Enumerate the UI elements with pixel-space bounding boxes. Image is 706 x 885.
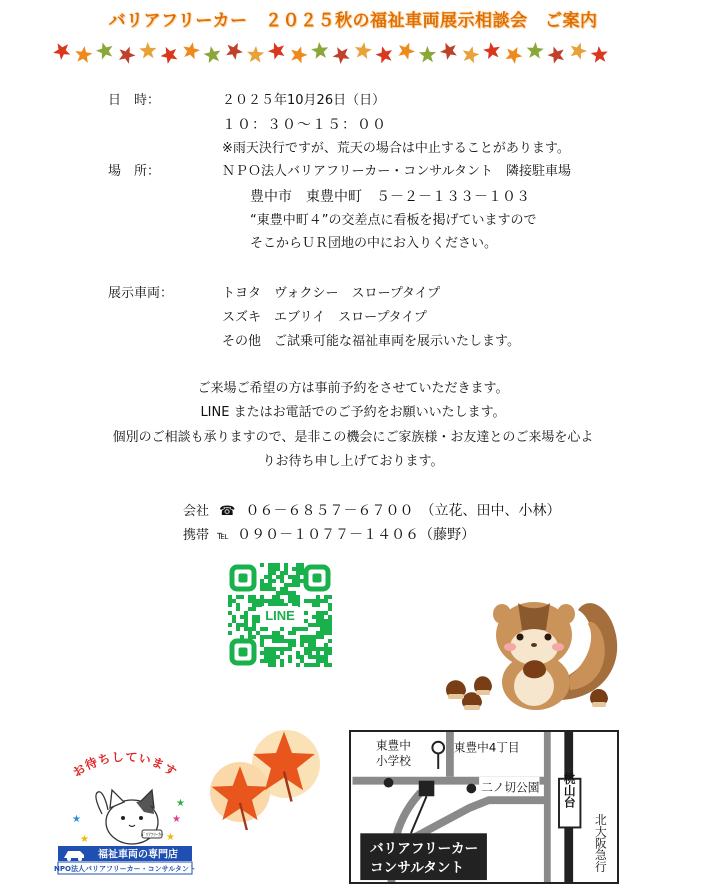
- maple-leaf-icon: [158, 43, 180, 65]
- vehicle-item: トヨタ ヴォクシー スロープタイプ: [222, 286, 441, 301]
- mobile-contact: [183, 524, 475, 547]
- maple-leaf-icon: [74, 45, 93, 63]
- maple-leaf-icon: [437, 40, 459, 61]
- maple-leaves-illustration: [206, 726, 326, 830]
- svg-text:★: ★: [166, 832, 175, 843]
- place-label: 場 所：: [108, 164, 161, 179]
- park-label: 二ノ切公園: [481, 780, 540, 795]
- message-line: 個別のご相談も承りますので、是非この機会にご家族様・お友達とのご来場を心よ: [112, 430, 594, 445]
- org-label: NPO法人バリアフリーカー・コンサルタント: [54, 865, 196, 873]
- maple-leaf-icon: [52, 40, 73, 62]
- badge-arc-text: お待ちしています: [70, 749, 180, 780]
- page-title: バリアフリーカー ２０２５秋の福祉車両展示相談会 ご案内: [108, 11, 598, 31]
- tel-icon: ℡: [217, 529, 229, 542]
- school-label-2: 小学校: [375, 754, 411, 769]
- car-tag: ﾊﾞﾘｱﾌﾘｰｶｰ: [140, 832, 164, 839]
- place-note-2: そこからＵＲ団地の中にお入りください。: [250, 236, 498, 251]
- maple-leaf-icon: [181, 40, 201, 60]
- place-note-1: “東豊中町４”の交差点に看板を掲げていますので: [250, 213, 537, 228]
- maple-leaf-icon: [266, 40, 288, 61]
- place-address: 豊中市 東豊中町 ５－２－１３３－１０３: [250, 189, 530, 205]
- maple-leaf-icon: [139, 42, 157, 59]
- maple-leaf-icon: [526, 41, 544, 58]
- chipmunk-illustration: [438, 590, 628, 712]
- maple-leaf-icon: [419, 46, 436, 63]
- message-line: LINE またはお電話でのご予約をお願いいたします。: [200, 405, 506, 420]
- svg-text:★: ★: [172, 814, 181, 825]
- date-value: ２０２５年10月26日（日）: [222, 93, 386, 108]
- railway-label: 北大阪急行: [593, 813, 608, 873]
- maple-leaf-icon: [202, 45, 222, 64]
- place-name: ＮＰＯ法人バリアフリーカー・コンサルタント 隣接駐車場: [222, 164, 572, 179]
- vehicles-label: 展示車両：: [108, 286, 174, 301]
- maple-leaf-icon: [374, 44, 395, 64]
- company-phone[interactable]: ０６－６８５７－６７００ （立花、田中、小林）: [245, 503, 561, 519]
- maple-leaf-icon: [395, 40, 417, 61]
- maple-leaf-icon: [353, 41, 372, 60]
- maple-leaf-icon: [116, 44, 138, 65]
- station-label: 桃山台: [562, 772, 577, 808]
- maple-leaf-icon: [545, 44, 567, 65]
- company-contact: [183, 500, 561, 523]
- maple-leaf-icon: [288, 44, 309, 65]
- qr-line-label: LINE: [265, 608, 295, 623]
- mobile-phone[interactable]: ０９０－１０７７－１４０６（藤野）: [237, 527, 476, 543]
- date-label: 日 時：: [108, 93, 161, 108]
- company-label: 会社: [183, 504, 210, 519]
- svg-text:★: ★: [72, 814, 81, 825]
- school-label-1: 東豊中: [375, 738, 411, 753]
- maple-leaf-icon: [247, 46, 265, 63]
- autumn-leaf-garland: [52, 40, 622, 66]
- shop-label: 福祉車両の専門店: [98, 849, 178, 861]
- rain-note: ※雨天決行ですが、荒天の場合は中止することがあります。: [222, 141, 570, 156]
- maple-leaf-icon: [94, 40, 115, 60]
- mobile-label: 携帯: [183, 528, 210, 543]
- message-line: りお待ち申し上げております。: [262, 454, 444, 469]
- maple-leaf-icon: [311, 41, 330, 59]
- maple-leaf-icon: [568, 40, 589, 61]
- line-qr-code[interactable]: [228, 563, 332, 667]
- message-line: ご来場ご希望の方は事前予約をさせていただきます。: [197, 381, 509, 396]
- svg-text:★: ★: [176, 798, 185, 809]
- maple-leaf-icon: [330, 43, 353, 66]
- office-label-1: バリアフリーカー: [370, 840, 479, 857]
- maple-leaf-icon: [590, 45, 609, 63]
- svg-text:★: ★: [80, 834, 89, 845]
- phone-icon: ☎: [219, 504, 236, 519]
- office-label-2: コンサルタント: [370, 860, 465, 877]
- welcome-badge: [50, 738, 200, 878]
- access-map: [349, 730, 619, 884]
- maple-leaf-icon: [482, 41, 502, 60]
- intersection-label: 東豊中4丁目: [453, 740, 520, 755]
- maple-leaf-icon: [460, 44, 480, 64]
- maple-leaf-icon: [223, 40, 246, 61]
- time-value: １０：３０～１５：００: [222, 117, 387, 133]
- svg-text:お待ちしています: [70, 750, 180, 780]
- vehicle-item: スズキ エブリイ スロープタイプ: [222, 310, 427, 325]
- maple-leaf-icon: [503, 43, 526, 65]
- vehicle-item: その他 ご試乗可能な福祉車両を展示いたします。: [222, 334, 520, 349]
